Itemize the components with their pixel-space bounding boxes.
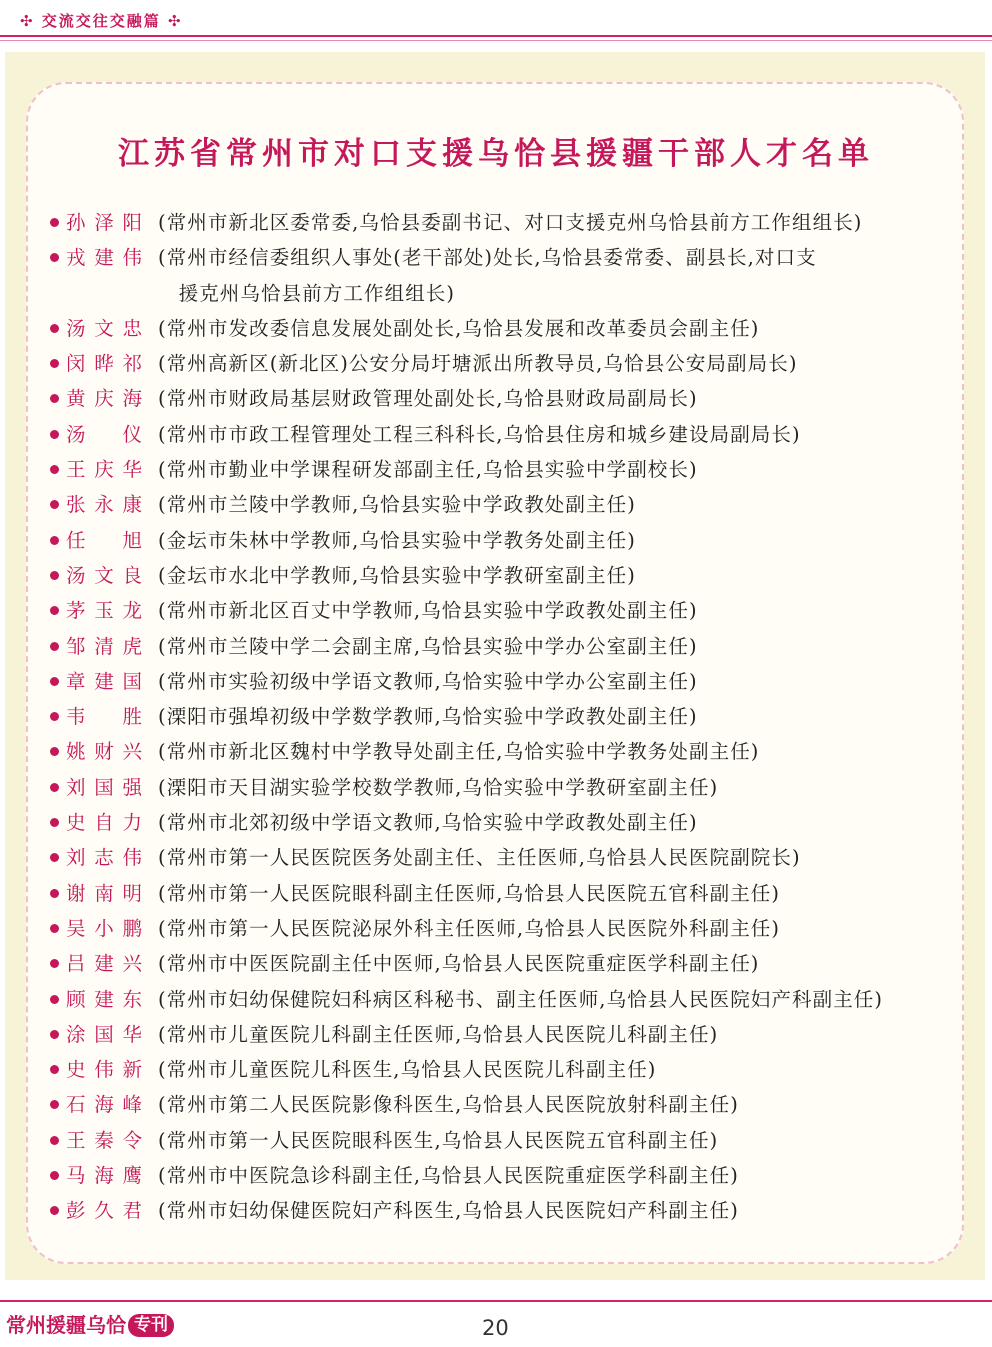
list-item: [50, 770, 970, 805]
person-name: 姚财兴: [66, 740, 142, 764]
page-header: [0, 0, 992, 44]
bullet-icon: [50, 677, 59, 686]
person-position: (常州市新北区魏村中学教导处副主任,乌恰实验中学教务处副主任): [158, 740, 760, 764]
person-name: 刘志伟: [66, 846, 142, 870]
list-item: [50, 734, 970, 769]
person-position: (常州市第一人民医院泌尿外科主任医师,乌恰县人民医院外科副主任): [158, 916, 781, 940]
bullet-icon: [50, 818, 59, 827]
person-name: 任旭: [66, 528, 142, 552]
list-item: [50, 523, 970, 558]
bullet-icon: [50, 1065, 59, 1074]
list-item: [50, 417, 970, 452]
bullet-icon: [50, 1100, 59, 1109]
person-position: (常州市第二人民医院影像科医生,乌恰县人民医院放射科副主任): [158, 1093, 739, 1117]
list-item: [50, 1123, 970, 1158]
list-item: [50, 487, 970, 522]
person-name: 黄庆海: [66, 387, 142, 411]
person-position: (溧阳市天目湖实验学校数学教师,乌恰实验中学教研室副主任): [158, 775, 719, 799]
bullet-icon: [50, 853, 59, 862]
person-position: (常州市儿童医院儿科副主任医师,乌恰县人民医院儿科副主任): [158, 1022, 719, 1046]
list-item: [50, 946, 970, 981]
person-position: (常州市财政局基层财政管理处副处长,乌恰县财政局副局长): [158, 387, 698, 411]
person-position: (金坛市朱林中学教师,乌恰县实验中学教务处副主任): [158, 528, 636, 552]
list-item: [50, 982, 970, 1017]
person-name: 彭久君: [66, 1199, 142, 1223]
list-item: [50, 346, 970, 381]
person-name: 顾建东: [66, 987, 142, 1011]
person-position: (常州市新北区委常委,乌恰县委副书记、对口支援克州乌恰县前方工作组组长): [158, 211, 863, 234]
bullet-icon: [50, 747, 59, 756]
bullet-icon: [50, 253, 59, 262]
list-item: [50, 1193, 970, 1228]
person-name: 汤仪: [66, 422, 142, 446]
person-name: 王秦令: [66, 1128, 142, 1152]
section-title: ✣ 交流交往交融篇 ✣: [20, 12, 183, 30]
person-name: 谢南明: [66, 881, 142, 905]
person-position: (常州市新北区百丈中学教师,乌恰县实验中学政教处副主任): [158, 599, 698, 623]
footer-brand-text: 常州援疆乌恰: [6, 1313, 126, 1337]
list-item: [50, 1052, 970, 1087]
list-item: [50, 1017, 970, 1052]
list-item: [50, 911, 970, 946]
list-item: [50, 876, 970, 911]
header-divider: [0, 35, 992, 37]
list-item: [50, 1087, 970, 1122]
person-name: 章建国: [66, 669, 142, 693]
bullet-icon: [50, 1206, 59, 1215]
bullet-icon: [50, 500, 59, 509]
person-position: (常州市勤业中学课程研发部副主任,乌恰县实验中学副校长): [158, 458, 698, 482]
header-divider-thin: [0, 40, 992, 41]
person-name: 吴小鹏: [66, 916, 142, 940]
bullet-icon: [50, 536, 59, 545]
bullet-icon: [50, 324, 59, 333]
bullet-icon: [50, 995, 59, 1004]
person-position: (常州市北郊初级中学语文教师,乌恰实验中学政教处副主任): [158, 811, 698, 835]
person-name: 涂国华: [66, 1022, 142, 1046]
bullet-icon: [50, 359, 59, 368]
person-position: (常州市中医院急诊科副主任,乌恰县人民医院重症医学科副主任): [158, 1164, 739, 1188]
footer-divider: [0, 1300, 992, 1302]
person-position: (常州市市政工程管理处工程三科科长,乌恰县住房和城乡建设局副局长): [158, 422, 801, 446]
list-item: [50, 240, 970, 311]
bullet-icon: [50, 642, 59, 651]
document-title: 江苏省常州市对口支援乌恰县援疆干部人才名单: [118, 136, 874, 172]
person-position: (常州市第一人民医院眼科医生,乌恰县人民医院五官科副主任): [158, 1128, 719, 1152]
person-position: (常州市发改委信息发展处副处长,乌恰县发展和改革委员会副主任): [158, 316, 760, 340]
bullet-icon: [50, 571, 59, 580]
footer-brand: [6, 1309, 174, 1338]
person-position: (常州市兰陵中学二会副主席,乌恰县实验中学办公室副主任): [158, 634, 698, 658]
person-name: 石海峰: [66, 1093, 142, 1117]
list-item: [50, 205, 970, 240]
bullet-icon: [50, 783, 59, 792]
person-position: (常州市中医医院副主任中医师,乌恰县人民医院重症医学科副主任): [158, 952, 760, 976]
list-item: [50, 664, 970, 699]
bullet-icon: [50, 465, 59, 474]
bullet-icon: [50, 606, 59, 615]
person-name: 史伟新: [66, 1058, 142, 1082]
person-name: 邹清虎: [66, 634, 142, 658]
list-item: [50, 629, 970, 664]
person-name: 韦胜: [66, 705, 142, 729]
bullet-icon: [50, 218, 59, 227]
person-position: (常州高新区(新北区)公安分局圩塘派出所教导员,乌恰县公安局副局长): [158, 352, 798, 376]
person-name: 汤文良: [66, 563, 142, 587]
list-item: [50, 593, 970, 628]
person-position: (常州市第一人民医院医务处副主任、主任医师,乌恰县人民医院副院长): [158, 846, 801, 870]
person-position: (金坛市水北中学教师,乌恰县实验中学教研室副主任): [158, 563, 636, 587]
person-name: 闵晔祁: [66, 352, 142, 376]
bullet-icon: [50, 1030, 59, 1039]
list-item: [50, 381, 970, 416]
bullet-icon: [50, 889, 59, 898]
bullet-icon: [50, 394, 59, 403]
list-item: [50, 805, 970, 840]
bullet-icon: [50, 712, 59, 721]
list-item: [50, 311, 970, 346]
person-name: 戎建伟: [66, 246, 142, 270]
person-name: 张永康: [66, 493, 142, 517]
person-name: 孙泽阳: [66, 211, 142, 234]
bullet-icon: [50, 959, 59, 968]
person-position: (常州市实验初级中学语文教师,乌恰实验中学办公室副主任): [158, 669, 698, 693]
person-position: (常州市儿童医院儿科医生,乌恰县人民医院儿科副主任): [158, 1058, 657, 1082]
bullet-icon: [50, 924, 59, 933]
person-name: 王庆华: [66, 458, 142, 482]
person-name: 汤文忠: [66, 316, 142, 340]
list-item: [50, 452, 970, 487]
person-name: 刘国强: [66, 775, 142, 799]
footer-badge: 专刊: [128, 1314, 174, 1337]
list-item: [50, 699, 970, 734]
person-name: 马海鹰: [66, 1164, 142, 1188]
person-position: (常州市妇幼保健医院妇产科医生,乌恰县人民医院妇产科副主任): [158, 1199, 739, 1223]
person-position: (溧阳市强埠初级中学数学教师,乌恰实验中学政教处副主任): [158, 705, 698, 729]
list-item: [50, 1158, 970, 1193]
person-position: (常州市妇幼保健院妇科病区科秘书、副主任医师,乌恰县人民医院妇产科副主任): [158, 987, 884, 1011]
bullet-icon: [50, 1171, 59, 1180]
person-name: 史自力: [66, 811, 142, 835]
list-item: [50, 558, 970, 593]
person-position: (常州市兰陵中学教师,乌恰县实验中学政教处副主任): [158, 493, 636, 517]
person-name: 吕建兴: [66, 952, 142, 976]
page-number: 20: [482, 1316, 509, 1340]
bullet-icon: [50, 1136, 59, 1145]
person-position: (常州市第一人民医院眼科副主任医师,乌恰县人民医院五官科副主任): [158, 881, 781, 905]
cadre-list: [50, 205, 970, 1229]
person-position: (常州市经信委组织人事处(老干部处)处长,乌恰县委常委、副县长,对口支 援克州乌恰县前方工作组组长): [158, 246, 817, 305]
bullet-icon: [50, 430, 59, 439]
person-name: 茅玉龙: [66, 599, 142, 623]
list-item: [50, 840, 970, 875]
